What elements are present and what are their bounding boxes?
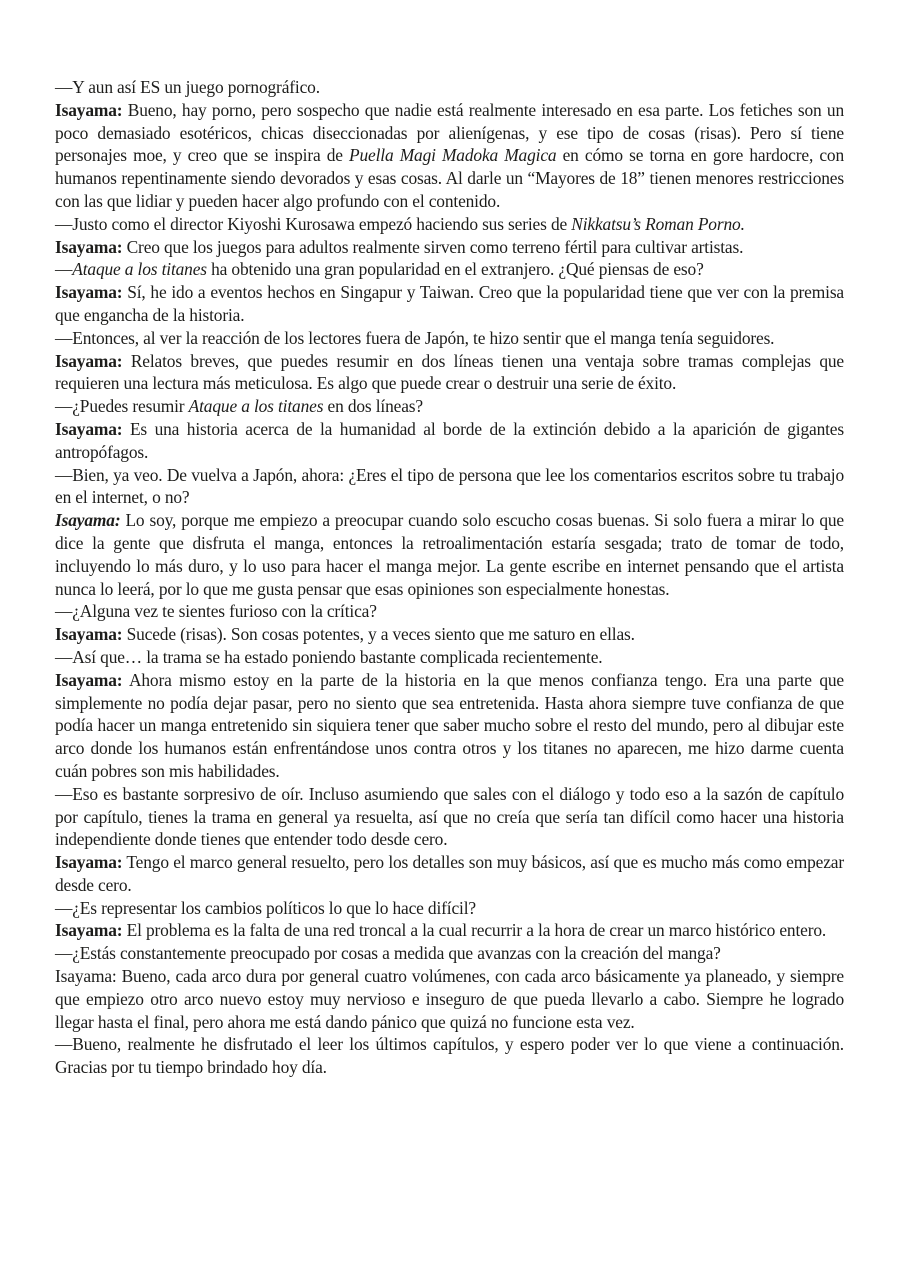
question-paragraph [55,464,844,510]
paragraph-text: Creo que los juegos para adultos realmente sirven como terreno fértil para cultivar artistas. [122,236,744,257]
paragraph-text: —¿Alguna vez te sientes furioso con la crítica? [55,601,377,622]
title-emphasis: Puella Magi Madoka Magica [349,145,557,166]
paragraph-text: — [55,259,73,280]
question-paragraph [55,258,844,281]
paragraph-text: —Y aun así ES un juego pornográfico. [55,77,320,97]
question-paragraph [55,327,844,350]
paragraph-text: Sucede (risas). Son cosas potentes, y a veces siento que me saturo en ellas. [122,624,635,645]
answer-paragraph [55,623,844,646]
paragraph-text: —¿Es representar los cambios políticos lo que lo hace difícil? [55,897,476,918]
speaker-label: Isayama: [55,624,123,645]
speaker-label: Isayama: [55,669,123,690]
paragraph-text: en cómo se torna en gore hardocre, con humanos repentinamente siendo devorados y esas cosas. Al darle un “Mayores de 18” tienen menores restricciones con las que lidiar y pueden hacer algo profundo con el contenido. [55,145,844,211]
speaker-label: Isayama: [55,418,123,439]
question-paragraph [55,1033,844,1079]
answer-paragraph [55,350,844,396]
speaker-label: Isayama: [55,350,123,371]
paragraph-text: —Eso es bastante sorpresivo de oír. Incluso asumiendo que sales con el diálogo y todo eso a la sazón de capítulo por capítulo, tienes la trama en general ya resuelta, así que no creía que sería tan difícil como hacer una historia independiente donde tienes que entender todo desde cero. [55,783,844,850]
question-paragraph [55,783,844,851]
title-emphasis: Nikkatsu’s Roman Porno. [571,213,745,234]
paragraph-text: Ahora mismo estoy en la parte de la historia en la que menos confianza tengo. Era una parte que simplemente no podía dejar pasar, pero no siento que sea entretenida. Hasta ahora siempre tuve confianza de que podía hacer un manga entretenido sin siquiera tener que saber mucho sobre el resto del mundo, pero al dibujar este arco donde los humanos están enfrentándose unos contra otros y los titanes no aparecen, me hizo darme cuenta cuán pobres son mis habilidades. [55,669,844,781]
question-paragraph [55,942,844,965]
question-paragraph [55,76,844,99]
question-paragraph [55,965,844,1033]
question-paragraph [55,395,844,418]
answer-paragraph [55,509,844,600]
speaker-label: Isayama: [55,852,123,873]
paragraph-text: El problema es la falta de una red troncal a la cual recurrir a la hora de crear un marco histórico entero. [122,920,827,941]
answer-paragraph [55,236,844,259]
speaker-label: Isayama: [55,510,121,531]
paragraph-text: —Justo como el director Kiyoshi Kurosawa empezó haciendo sus series de [55,213,572,234]
interview-text [55,76,844,1079]
question-paragraph [55,213,844,236]
paragraph-text: ha obtenido una gran popularidad en el extranjero. ¿Qué piensas de eso? [206,259,704,280]
speaker-label: Isayama: [55,920,123,941]
title-emphasis: Ataque a los titanes [72,259,207,280]
paragraph-text: —Entonces, al ver la reacción de los lectores fuera de Japón, te hizo sentir que el manga tenía seguidores. [55,327,775,348]
question-paragraph [55,600,844,623]
question-paragraph [55,646,844,669]
paragraph-text: —Así que… la trama se ha estado poniendo bastante complicada recientemente. [55,646,603,667]
paragraph-text: —¿Estás constantemente preocupado por cosas a medida que avanzas con la creación del manga? [55,943,721,964]
paragraph-text: Es una historia acerca de la humanidad al borde de la extinción debido a la aparición de gigantes antropófagos. [55,418,844,462]
title-emphasis: Ataque a los titanes [188,396,324,417]
answer-paragraph [55,919,844,942]
paragraph-text: Relatos breves, que puedes resumir en dos líneas tienen una ventaja sobre tramas complejas que requieren una lectura más meticulosa. Es algo que puede crear o destruir una serie de éxito. [55,350,844,394]
question-paragraph [55,897,844,920]
answer-paragraph [55,851,844,897]
paragraph-text: —Bueno, realmente he disfrutado el leer los últimos capítulos, y espero poder ver lo que viene a continuación. Gracias por tu tiempo brindado hoy día. [55,1034,844,1078]
answer-paragraph [55,418,844,464]
paragraph-text: Sí, he ido a eventos hechos en Singapur y Taiwan. Creo que la popularidad tiene que ver con la premisa que engancha de la historia. [55,282,844,325]
answer-paragraph [55,669,844,783]
speaker-label: Isayama: [55,282,123,303]
answer-paragraph [55,99,844,213]
paragraph-text: Tengo el marco general resuelto, pero los detalles son muy básicos, así que es mucho más como empezar desde cero. [55,852,844,895]
paragraph-text: Isayama: Bueno, cada arco dura por general cuatro volúmenes, con cada arco básicamente ya planeado, y siempre que empiezo otro arco nuevo estoy muy nervioso e inseguro de que pueda llevarlo a cabo. Siempre he logrado llegar hasta el final, pero ahora me está dando pánico que quizá no funcione esta vez. [55,966,844,1032]
paragraph-text: en dos líneas? [323,396,423,417]
paragraph-text: Bueno, hay porno, pero sospecho que nadie está realmente interesado en esa parte. Los fetiches son un poco demasiado esotéricos, chicas diseccionadas por alienígenas, y ese tipo de cosas (risas). Pero sí tiene personajes moe, y creo que se inspira de [55,99,844,166]
speaker-label: Isayama: [55,236,123,257]
answer-paragraph [55,281,844,327]
paragraph-text: —¿Puedes resumir [55,396,189,417]
paragraph-text: Lo soy, porque me empiezo a preocupar cuando solo escucho cosas buenas. Si solo fuera a mirar lo que dice la gente que disfruta el manga, entonces la retroalimentación estaría sesgada; trato de tomar de todo, incluyendo lo más duro, y lo uso para hacer el manga mejor. La gente escribe en internet pensando que el artista nunca lo leerá, por lo que me gusta pensar que esas opiniones son especialmente honestas. [55,510,844,599]
speaker-label: Isayama: [55,99,123,120]
paragraph-text: —Bien, ya veo. De vuelva a Japón, ahora: ¿Eres el tipo de persona que lee los comentarios escritos sobre tu trabajo en el internet, o no? [55,464,844,508]
